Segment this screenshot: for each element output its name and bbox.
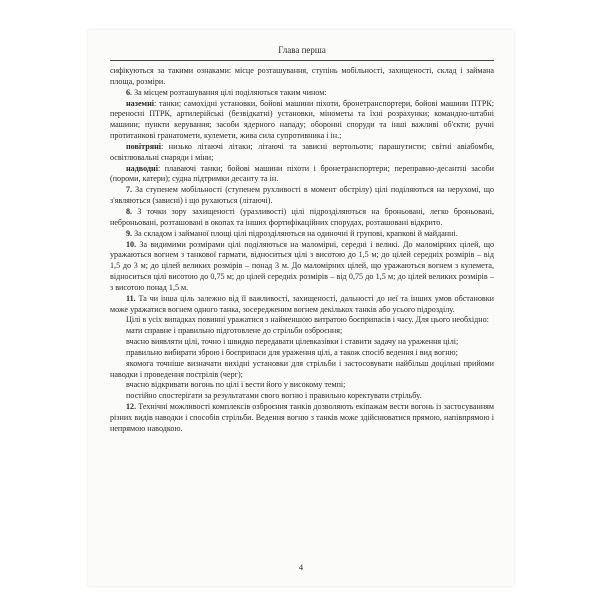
paragraph-text: сифікуються за такими ознаками: місце розташування, ступінь мобільності, захищеності, склад і займана площа, розміри.	[110, 66, 494, 86]
paragraph-number: 8.	[126, 206, 133, 216]
paragraph-text: За місцем розташування цілі поділяються таким чином:	[132, 87, 327, 97]
paragraph-number: 9.	[126, 228, 133, 238]
paragraph-text: Та чи інша ціль залежно від її важливості, захищеності, дальності до неї та інших умов обстановки може уражатися вогнем одного танка, зосередженим вогнем декількох танків або усього підрозділу.	[110, 293, 494, 314]
paragraph-text: За ступенем мобільності (ступенем рухливості в момент обстрілу) цілі поділяються на нерухомі, що з'являються (зависні) і що рухаються (літаючі).	[110, 185, 494, 206]
paragraph	[110, 240, 494, 294]
running-header: Глава перша	[110, 38, 494, 61]
paragraph-text: : танки; самохідні установки, бойові машини піхоти, бронетранспортери, бойові машини ПТРК; переносні ПТРК, артилерійські (безвідкатні) установки, мінометы та їхні розрахунки; командно-штабні машини; пункти керування; засоби ядерного нападу; оборонні споруди та інші важливі об'єкти; ручні протитанкові гранатомети, кулемети, жива сила супротивника і ін.;	[110, 98, 494, 141]
paragraph-number: 10.	[126, 239, 137, 249]
term: надводні	[126, 163, 158, 173]
paragraph	[110, 142, 494, 164]
paragraph	[110, 207, 494, 229]
paragraph	[110, 380, 494, 391]
paragraph-text: За складом і займаної площі цілі підрозділяються на одиночні й групові, крапкові й майданні.	[132, 228, 458, 238]
paragraph	[110, 185, 494, 207]
book-page	[88, 30, 514, 586]
page-body	[110, 66, 494, 435]
paragraph	[110, 402, 494, 435]
paragraph	[110, 294, 494, 316]
paragraph	[110, 229, 494, 240]
paragraph-text: : низько літаючі літаки; літаючі та зависні вертольоти; парашутисти; світні авіабомби, освітлювальні снаряди і міни;	[110, 141, 494, 162]
paragraph	[110, 359, 494, 381]
paragraph-text: вчасно відкривати вогонь по цілі і вести його у високому темпі;	[126, 380, 346, 390]
paragraph	[110, 66, 494, 88]
term: повітряні	[126, 141, 161, 151]
paragraph	[110, 326, 494, 337]
paragraph-text: Цілі в усіх випадках повинні уражатися з найменшою витратою боєприпасів і часу. Для цього необхідно:	[126, 315, 489, 325]
paragraph	[110, 337, 494, 348]
paragraph-text: Технічні можливості комплексів озброєння танків дозволяють екіпажам вести вогонь із застосуванням різних видів наводки і способів стрільби. Ведення вогню з танків може здійснюватися прямою, напівпрямою і непрямою наводкою.	[110, 402, 494, 433]
paragraph-number: 11.	[126, 293, 136, 303]
paragraph	[110, 164, 494, 186]
paragraph-text: правильно вибирати зброю і боєприпаси для ураження цілі, а також спосіб ведення і вид вогню;	[126, 347, 458, 357]
paragraph-text: З точки зору захищеності (уразливості) цілі підрозділяються на броньовані, легко броньовані, неброньовані, розташовані в окопах та інших фортифікаційних спорудах, розташовані відкрито.	[110, 206, 494, 227]
paragraph-text: За видимими розмірами цілі поділяються на маломірні, середні і великі. До маломірних цілей, що уражаються вогнем з танкової гармати, відноситься цілі з висотою до 1,5 м; до цілей середніх розмірів – від 1,5 до 3 м; до цілей великих розмірів – понад 3 м. До маломірних цілей, що уражаються вогнем з кулемета, відноситься цілі висотою до 0,75 м; до цілей середніх розмірів – від 0,75 до 1,5 м; до цілей великих розмірів – з висотою понад 1,5 м.	[110, 239, 494, 292]
page-number: 4	[298, 562, 304, 572]
paragraph	[110, 348, 494, 359]
term: наземні	[126, 98, 154, 108]
paragraph	[110, 315, 494, 326]
paragraph	[110, 99, 494, 142]
paragraph	[110, 391, 494, 402]
paragraph	[110, 88, 494, 99]
paragraph-text: вчасно виявляти цілі, точно і швидко передавати цілевказівки і ставити задачу на ураження цілі;	[126, 337, 459, 347]
paragraph-number: 7.	[126, 185, 133, 195]
paragraph-number: 6.	[126, 87, 133, 97]
paragraph-text: : плаваючі танки; бойові машини піхоти і бронетранспортери; переправно-десантні засоби (пороми, катери); судна підтримки десанту та ін.	[110, 163, 494, 184]
paragraph-text: постійно спостерігати за результатами свого вогню і правильно коректувати стрільбу.	[126, 391, 422, 401]
paragraph-number: 12.	[126, 402, 137, 412]
paragraph-text: якомога точніше визначати вихідні установки для стрільби і застосовувати найбільш доцільні прийоми наводки і проведення пострілів (черг);	[110, 358, 494, 379]
paragraph-text: мати справне і правильно підготовлене до стрільби озброєння;	[126, 326, 343, 336]
